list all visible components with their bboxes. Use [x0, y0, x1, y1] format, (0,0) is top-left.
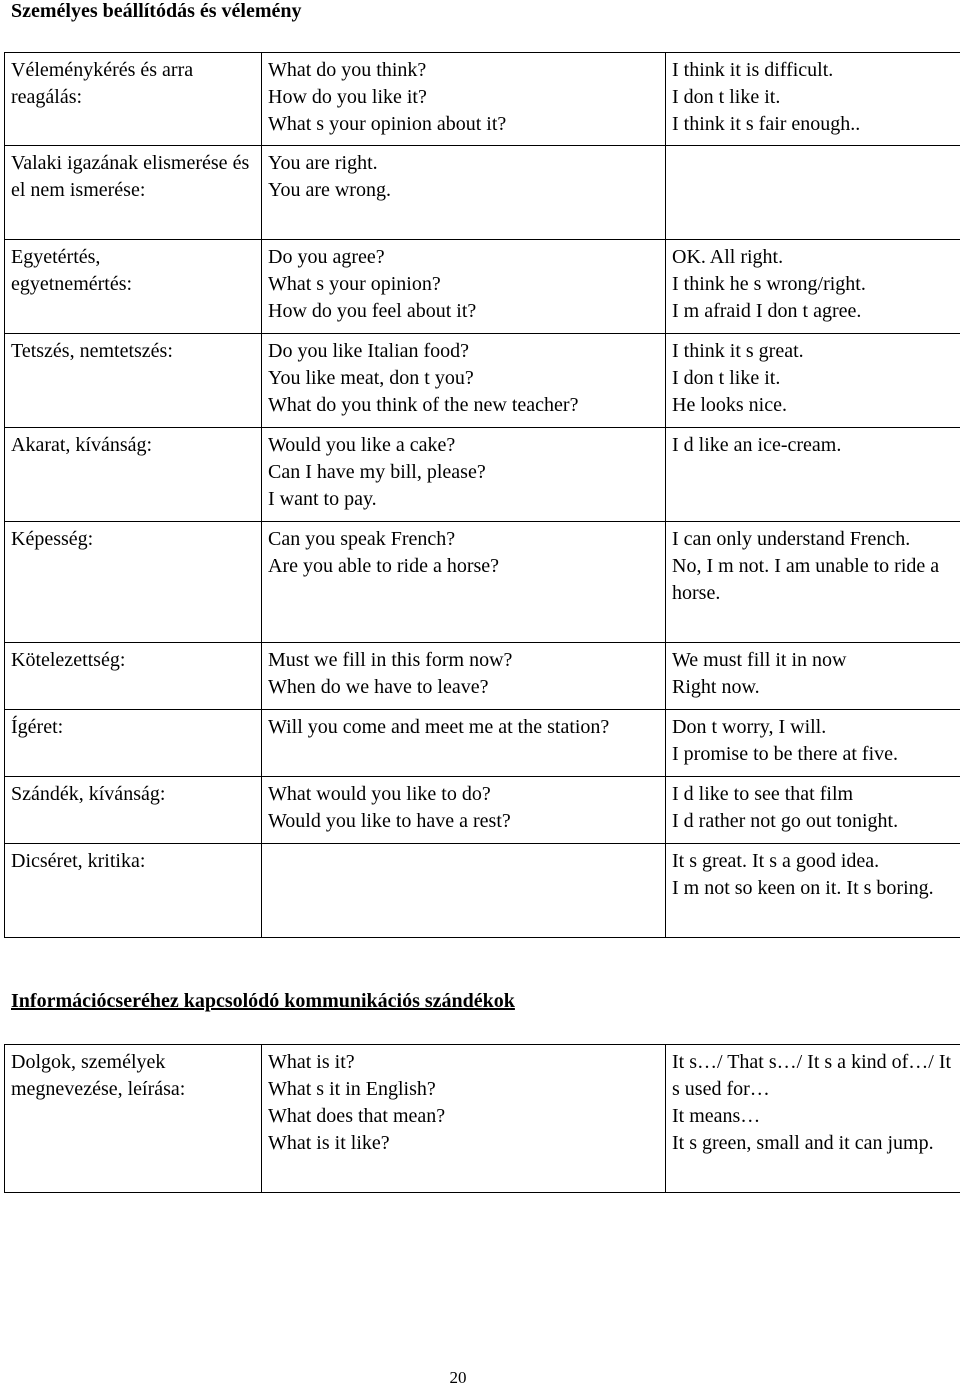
question-cell: You are right. You are wrong.	[262, 146, 666, 240]
question-cell: What would you like to do? Would you like to have a rest?	[262, 777, 666, 844]
question-cell: Must we fill in this form now? When do we have to leave?	[262, 643, 666, 710]
question-cell: Would you like a cake? Can I have my bill, please? I want to pay.	[262, 428, 666, 522]
table-row	[5, 522, 960, 643]
answer-cell: I can only understand French. No, I m not. I am unable to ride a horse.	[666, 522, 960, 643]
answer-cell	[666, 146, 960, 240]
section-heading-information-exchange: Információcseréhez kapcsolódó kommunikációs szándékok	[11, 990, 515, 1013]
question-cell: Do you agree? What s your opinion? How do you feel about it?	[262, 240, 666, 334]
answer-cell: I think it is difficult. I don t like it. I think it s fair enough..	[666, 53, 960, 146]
category-cell: Valaki igazának elismerése és el nem ismerése:	[5, 146, 262, 240]
category-cell: Szándék, kívánság:	[5, 777, 262, 844]
table-row	[5, 53, 960, 146]
question-cell: Do you like Italian food? You like meat, don t you? What do you think of the new teacher?	[262, 334, 666, 428]
table-row	[5, 710, 960, 777]
question-cell: What do you think? How do you like it? What s your opinion about it?	[262, 53, 666, 146]
table-row	[5, 334, 960, 428]
table-row	[5, 146, 960, 240]
question-cell: Can you speak French? Are you able to ride a horse?	[262, 522, 666, 643]
answer-cell: It s great. It s a good idea. I m not so keen on it. It s boring.	[666, 844, 960, 938]
category-cell: Tetszés, nemtetszés:	[5, 334, 262, 428]
table-row	[5, 643, 960, 710]
question-cell	[262, 844, 666, 938]
answer-cell: I think it s great. I don t like it. He looks nice.	[666, 334, 960, 428]
information-exchange-table	[4, 1044, 960, 1193]
table-row	[5, 1045, 960, 1193]
category-cell: Akarat, kívánság:	[5, 428, 262, 522]
category-cell: Dicséret, kritika:	[5, 844, 262, 938]
table-row	[5, 777, 960, 844]
table-row	[5, 240, 960, 334]
category-cell: Dolgok, személyek megnevezése, leírása:	[5, 1045, 262, 1193]
question-cell: What is it? What s it in English? What does that mean? What is it like?	[262, 1045, 666, 1193]
category-cell: Véleménykérés és arra reagálás:	[5, 53, 262, 146]
section-heading-personal-attitude: Személyes beállítódás és vélemény	[11, 0, 302, 23]
table-row	[5, 428, 960, 522]
answer-cell: I d like an ice-cream.	[666, 428, 960, 522]
answer-cell: We must fill it in now Right now.	[666, 643, 960, 710]
answer-cell: It s…/ That s…/ It s a kind of…/ It s used for… It means… It s green, small and it can jump.	[666, 1045, 960, 1193]
personal-attitude-table	[4, 52, 960, 938]
table-row	[5, 844, 960, 938]
page-number: 20	[0, 1368, 916, 1388]
answer-cell: I d like to see that film I d rather not go out tonight.	[666, 777, 960, 844]
category-cell: Kötelezettség:	[5, 643, 262, 710]
category-cell: Képesség:	[5, 522, 262, 643]
answer-cell: Don t worry, I will. I promise to be there at five.	[666, 710, 960, 777]
category-cell: Egyetértés, egyetnemértés:	[5, 240, 262, 334]
answer-cell: OK. All right. I think he s wrong/right. I m afraid I don t agree.	[666, 240, 960, 334]
question-cell: Will you come and meet me at the station?	[262, 710, 666, 777]
category-cell: Ígéret:	[5, 710, 262, 777]
